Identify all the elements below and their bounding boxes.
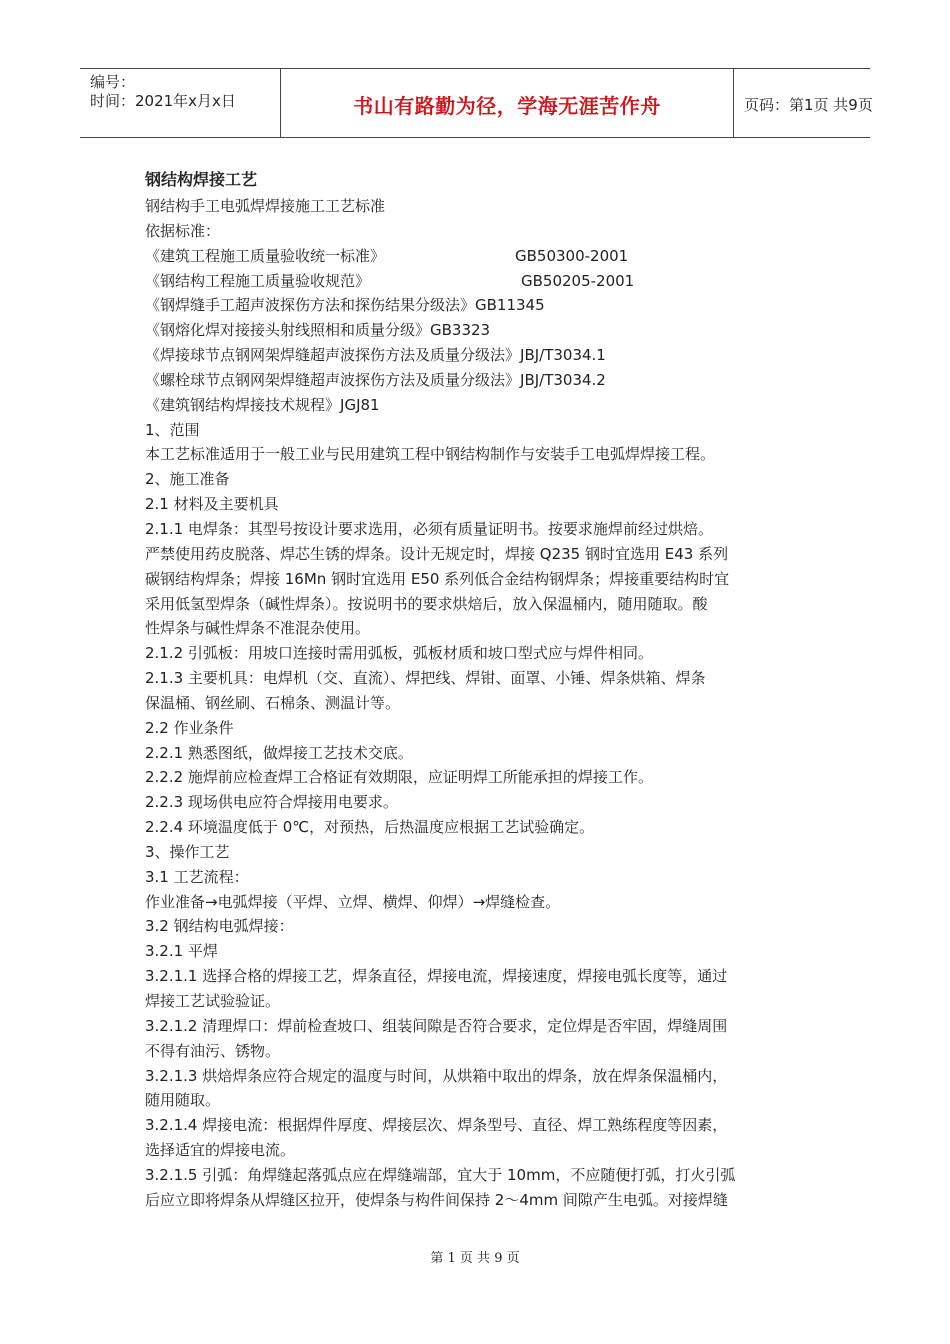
text-line: 后应立即将焊条从焊缝区拉开，使焊条与构件间保持 2～4mm 间隙产生电弧。对接焊缝 [145,1190,728,1209]
reference-code: JBJ/T3034.2 [520,370,606,389]
section-heading: 3、操作工艺 [145,842,230,861]
text-line: 碳钢结构焊条；焊接 16Mn 钢时宜选用 E50 系列低合金结构钢焊条；焊接重要结构时宜 [145,569,730,588]
page-footer: 第 1 页 共 9 页 [430,1251,520,1266]
text-line: 2.1.3 主要机具：电焊机（交、直流）、焊把线、焊钳、面罩、小锤、焊条烘箱、焊条 [145,669,706,688]
text-line: 3.2.1.2 清理焊口：焊前检查坡口、组装间隙是否符合要求，定位焊是否牢固，焊缝周围 [145,1016,728,1035]
reference-code: JGJ81 [340,395,380,414]
reference-name: 《建筑钢结构焊接技术规程》 [145,395,341,414]
text-line: 采用低氢型焊条（碱性焊条）。按说明书的要求烘焙后，放入保温桶内，随用随取。酸 [145,594,708,613]
text-line: 作业准备→电弧焊接（平焊、立焊、横焊、仰焊）→焊缝检查。 [145,892,561,911]
reference-code: GB3323 [430,321,491,340]
document-subtitle: 钢结构手工电弧焊焊接施工工艺标准 [145,197,386,215]
reference-name: 《钢熔化焊对接接头射线照相和质量分级》 [145,321,431,340]
text-line: 本工艺标准适用于一般工业与民用建筑工程中钢结构制作与安装手工电弧焊焊接工程。 [145,445,716,464]
basis-label: 依据标准： [145,221,221,240]
subsection-heading: 2.1 材料及主要机具 [145,495,279,514]
header-page-info: 页码：第1页 共9页 [744,95,873,114]
text-line: 保温桶、钢丝刷、石棉条、测温计等。 [145,693,401,712]
header-meta [80,69,281,137]
subsection-heading: 3.2.1 平焊 [145,942,218,961]
text-line: 严禁使用药皮脱落、焊芯生锈的焊条。设计无规定时，焊接 Q235 钢时宜选用 E43 系列 [145,544,729,563]
reference-line [145,368,805,393]
text-line: 3.2.1.5 引弧：角焊缝起落弧点应在焊缝端部，宜大于 10mm，不应随便打弧，打火引弧 [145,1165,736,1184]
reference-line [145,318,805,343]
reference-line [145,244,805,269]
reference-name: 《螺栓球节点钢网架焊缝超声波探伤方法及质量分级法》 [145,370,521,389]
text-line: 2.2.3 现场供电应符合焊接用电要求。 [145,793,398,812]
subsection-heading: 3.2 钢结构电弧焊接： [145,917,294,936]
reference-line [145,293,805,318]
text-line: 选择适宜的焊接电流。 [145,1141,296,1160]
reference-name: 《建筑工程施工质量验收统一标准》 [145,246,386,265]
text-line: 2.2.2 施焊前应检查焊工合格证有效期限，应证明焊工所能承担的焊接工作。 [145,768,653,787]
text-line: 3.2.1.1 选择合格的焊接工艺，焊条直径，焊接电流，焊接速度，焊接电弧长度等，通过 [145,967,728,986]
subsection-heading: 2.2 作业条件 [145,718,234,737]
document-number-label: 编号： [90,73,136,91]
text-line: 焊接工艺试验验证。 [145,992,281,1010]
text-line: 3.2.1.4 焊接电流：根据焊件厚度、焊接层次、焊条型号、直径、焊工熟练程度等因素， [145,1116,728,1135]
document-body [145,168,805,1213]
reference-line [145,393,805,418]
page-header [80,68,873,138]
header-motto-cell [281,69,734,137]
header-page-cell [734,69,880,137]
reference-code: JBJ/T3034.1 [520,346,606,365]
section-heading: 2、施工准备 [145,470,230,489]
reference-code: GB50300-2001 [515,246,629,265]
reference-name: 《钢结构工程施工质量验收规范》 [145,271,371,290]
reference-line [145,343,805,368]
header-motto: 书山有路勤为径，学海无涯苦作舟 [353,94,661,118]
text-line: 不得有油污、锈物。 [145,1041,281,1060]
document-content [145,194,805,1213]
text-line: 2.1.2 引弧板：用坡口连接时需用弧板，弧板材质和坡口型式应与焊件相同。 [145,644,653,663]
reference-code: GB50205-2001 [521,271,635,290]
text-line: 2.1.1 电焊条：其型号按设计要求选用，必须有质量证明书。按要求施焊前经过烘焙。 [145,519,713,538]
text-line: 2.2.4 环境温度低于 0℃，对预热，后热温度应根据工艺试验确定。 [145,818,595,837]
reference-name: 《焊接球节点钢网架焊缝超声波探伤方法及质量分级法》 [145,346,521,365]
text-line: 2.2.1 熟悉图纸，做焊接工艺技术交底。 [145,743,413,762]
reference-line [145,269,805,294]
subsection-heading: 3.1 工艺流程： [145,867,249,886]
text-line: 随用随取。 [145,1091,221,1110]
text-line: 3.2.1.3 烘焙焊条应符合规定的温度与时间，从烘箱中取出的焊条，放在焊条保温桶内， [145,1066,728,1085]
reference-code: GB11345 [475,296,545,315]
reference-name: 《钢焊缝手工超声波探伤方法和探伤结果分级法》 [145,296,476,315]
document-title: 钢结构焊接工艺 [145,170,258,189]
text-line: 性焊条与碱性焊条不准混杂使用。 [145,619,371,638]
section-heading: 1、范围 [145,420,200,439]
document-time-label: 时间：2021年x月x日 [90,92,236,110]
